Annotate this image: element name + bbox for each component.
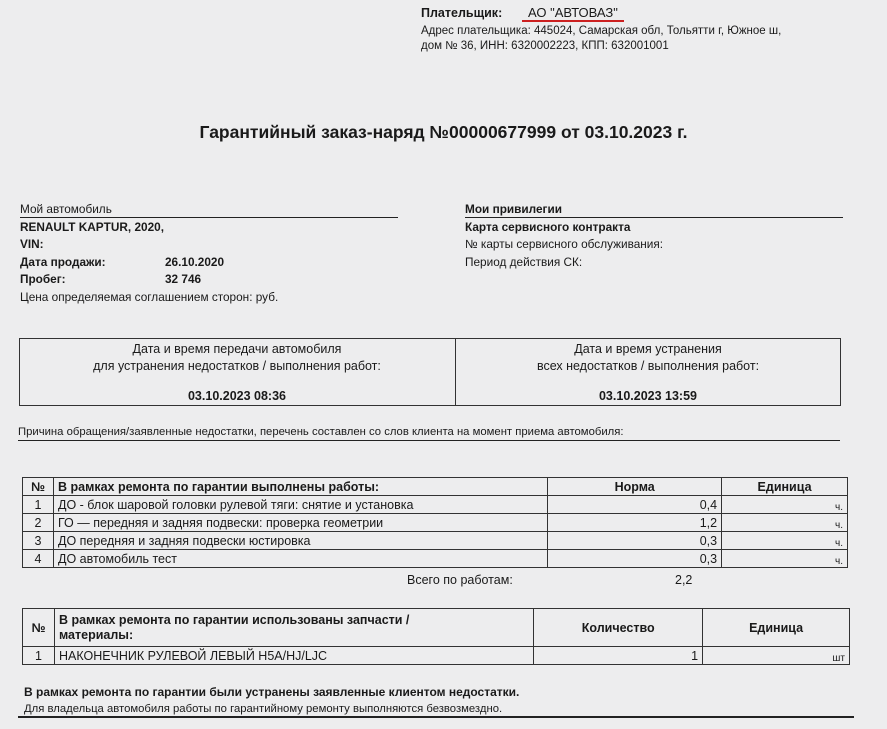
parts-table bbox=[22, 608, 850, 665]
parts-header-no: № bbox=[23, 609, 55, 647]
footer-line2: Для владельца автомобиля работы по гарантийному ремонту выполняются безвозмездно. bbox=[24, 703, 503, 715]
reason-text: Причина обращения/заявленные недостатки, перечень составлен со слов клиента на момент приема автомобиля: bbox=[18, 426, 624, 438]
table-row bbox=[23, 647, 850, 665]
works-header-norm: Норма bbox=[548, 478, 722, 496]
handover-line1: Дата и время передачи автомобиля bbox=[132, 342, 342, 356]
works-header-row bbox=[23, 478, 848, 496]
handover-caption bbox=[19, 341, 455, 375]
works-header-name: В рамках ремонта по гарантии выполнены работы: bbox=[53, 478, 547, 496]
works-row-no: 1 bbox=[23, 496, 54, 514]
handover-line2: для устранения недостатков / выполнения работ: bbox=[93, 359, 381, 373]
works-row-unit: ч. bbox=[722, 496, 848, 514]
fixed-value: 03.10.2023 13:59 bbox=[598, 389, 697, 403]
works-row-no: 3 bbox=[23, 532, 54, 550]
works-total-label: Всего по работам: bbox=[407, 573, 513, 587]
works-table bbox=[22, 477, 848, 568]
payer-address bbox=[421, 24, 841, 54]
price-note: Цена определяемая соглашением сторон: руб. bbox=[20, 290, 279, 304]
parts-header-unit: Единица bbox=[703, 609, 850, 647]
works-row-no: 2 bbox=[23, 514, 54, 532]
works-row-norm: 1,2 bbox=[548, 514, 722, 532]
works-row-norm: 0,4 bbox=[548, 496, 722, 514]
works-row-name: ГО — передняя и задняя подвески: проверка геометрии bbox=[53, 514, 547, 532]
service-card-label: № карты сервисного обслуживания: bbox=[465, 237, 664, 251]
payer-label: Плательщик: bbox=[421, 6, 503, 20]
table-row bbox=[23, 496, 848, 514]
table-row bbox=[23, 550, 848, 568]
handover-value: 03.10.2023 08:36 bbox=[187, 389, 286, 403]
works-total-value: 2,2 bbox=[675, 573, 693, 587]
works-row-name: ДО передняя и задняя подвески юстировка bbox=[53, 532, 547, 550]
works-row-name: ДО - блок шаровой головки рулевой тяги: снятие и установка bbox=[53, 496, 547, 514]
fixed-caption bbox=[455, 341, 841, 375]
privileges-heading: Мои привилегии bbox=[465, 202, 562, 216]
document-title: Гарантийный заказ-наряд №00000677999 от 03.10.2023 г. bbox=[199, 122, 688, 142]
works-row-name: ДО автомобиль тест bbox=[53, 550, 547, 568]
parts-header-name-line2: материалы: bbox=[58, 627, 134, 642]
reason-line bbox=[18, 440, 840, 441]
works-row-unit: ч. bbox=[722, 514, 848, 532]
sale-date-value: 26.10.2020 bbox=[165, 255, 225, 269]
payer-address-line2: дом № 36, ИНН: 6320002223, КПП: 632001001 bbox=[421, 40, 669, 52]
car-heading-line bbox=[20, 217, 398, 218]
works-row-norm: 0,3 bbox=[548, 532, 722, 550]
footer-line bbox=[18, 716, 854, 718]
parts-header-name bbox=[54, 609, 533, 647]
works-header-unit: Единица bbox=[722, 478, 848, 496]
table-row bbox=[23, 514, 848, 532]
footer-line1: В рамках ремонта по гарантии были устранены заявленные клиентом недостатки. bbox=[24, 685, 520, 699]
mileage-value: 32 746 bbox=[165, 272, 202, 286]
works-row-norm: 0,3 bbox=[548, 550, 722, 568]
payer-address-line1: Адрес плательщика: 445024, Самарская обл, Тольятти г, Южное ш, bbox=[421, 25, 782, 37]
works-row-unit: ч. bbox=[722, 550, 848, 568]
car-model: RENAULT KAPTUR, 2020, bbox=[20, 220, 164, 234]
contract-period-label: Период действия СК: bbox=[465, 255, 583, 269]
parts-row-qty: 1 bbox=[534, 647, 703, 665]
parts-header-qty: Количество bbox=[534, 609, 703, 647]
works-header-no: № bbox=[23, 478, 54, 496]
fixed-line1: Дата и время устранения bbox=[574, 342, 722, 356]
parts-header-name-line1: В рамках ремонта по гарантии использованы запчасти / bbox=[58, 612, 410, 627]
parts-row-name: НАКОНЕЧНИК РУЛЕВОЙ ЛЕВЫЙ H5A/HJ/LJC bbox=[54, 647, 533, 665]
payer-name: АО "АВТОВАЗ" bbox=[528, 5, 618, 20]
table-row bbox=[23, 532, 848, 550]
car-heading: Мой автомобиль bbox=[20, 202, 112, 216]
payer-underline bbox=[522, 20, 624, 22]
parts-row-no: 1 bbox=[23, 647, 55, 665]
sale-date-label: Дата продажи: bbox=[20, 255, 106, 269]
service-contract: Карта сервисного контракта bbox=[465, 220, 631, 234]
privileges-heading-line bbox=[465, 217, 843, 218]
mileage-label: Пробег: bbox=[20, 272, 66, 286]
parts-header-row bbox=[23, 609, 850, 647]
works-row-unit: ч. bbox=[722, 532, 848, 550]
parts-row-unit: шт bbox=[703, 647, 850, 665]
works-row-no: 4 bbox=[23, 550, 54, 568]
vin-label: VIN: bbox=[20, 237, 44, 251]
fixed-line2: всех недостатков / выполнения работ: bbox=[536, 359, 760, 373]
